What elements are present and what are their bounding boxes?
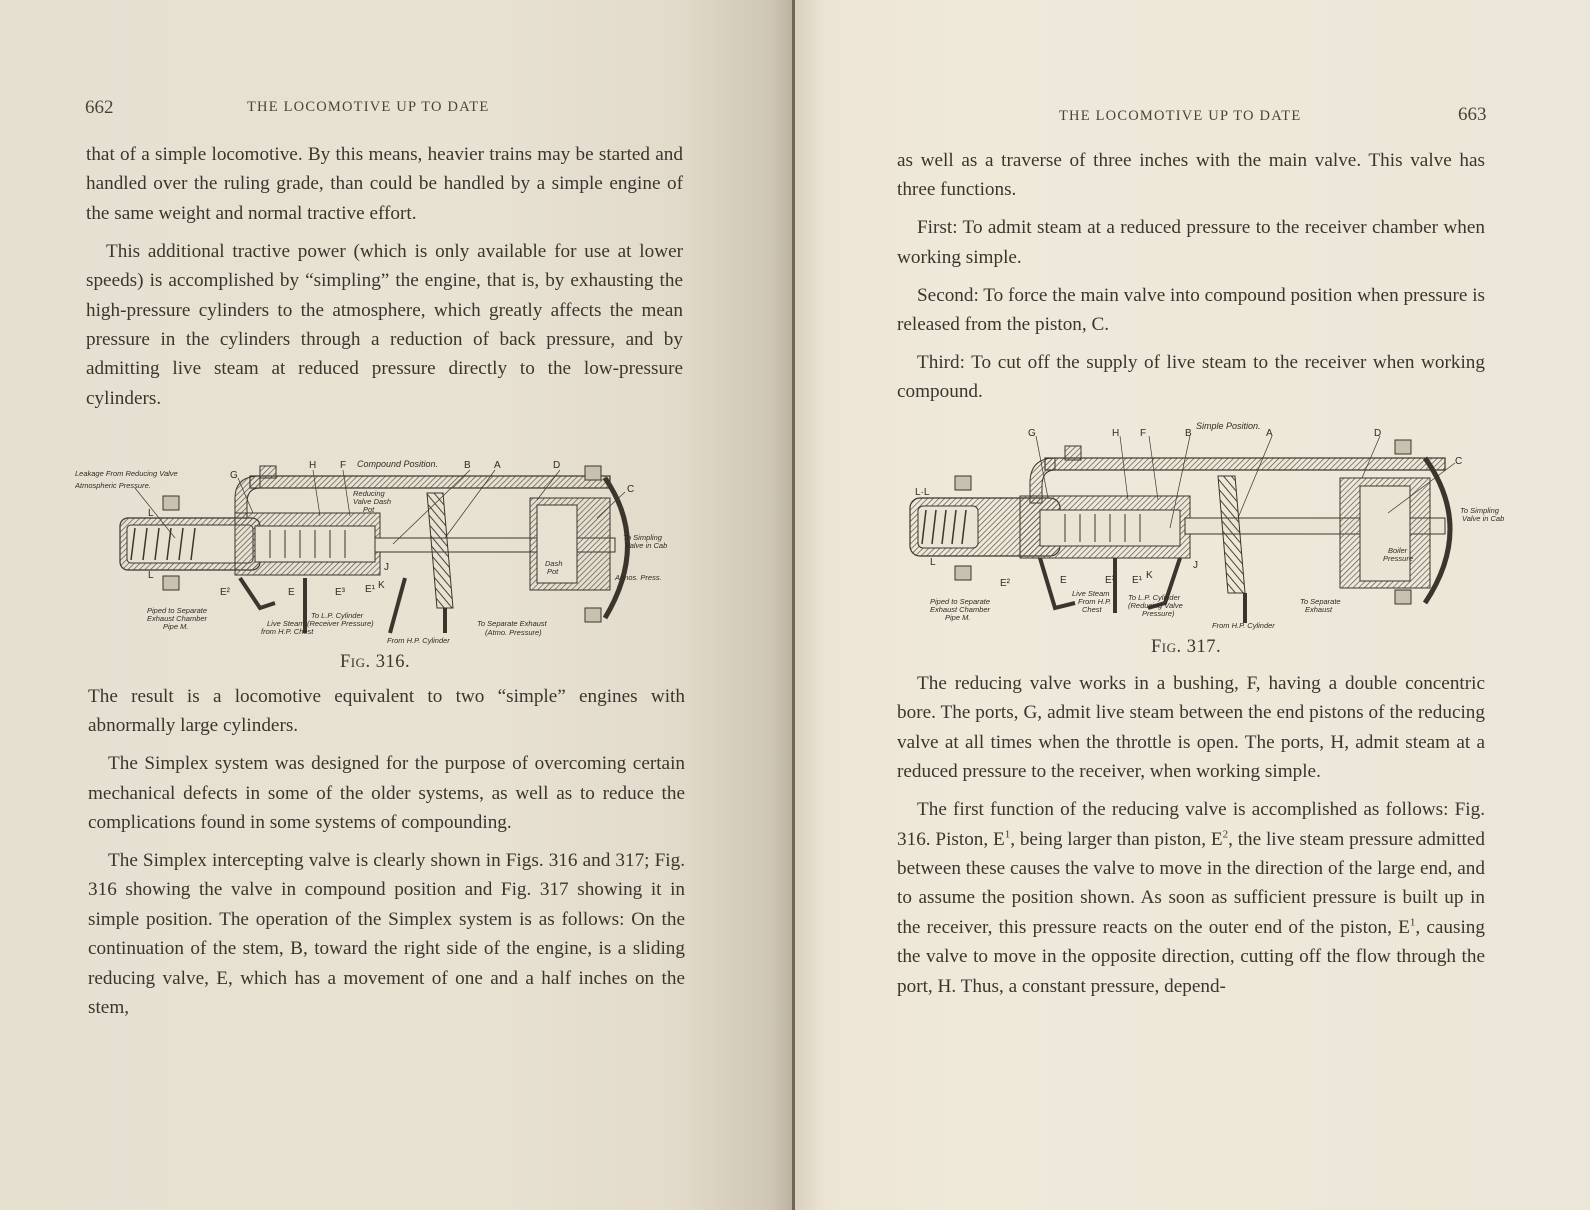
label-J: J: [1193, 560, 1198, 571]
label-boiler-1: Boiler: [1388, 546, 1408, 555]
label-piped-2: Exhaust Chamber: [930, 605, 991, 614]
paragraph: The result is a locomotive equivalent to two “simple” engines with abnormally large cylinders.: [88, 686, 685, 737]
label-live-2: From H.P.: [1078, 597, 1112, 606]
label-D: D: [1374, 428, 1382, 439]
paragraph: This additional tractive power (which is only available for use at lower speeds) is accomplished by “simpling” the engine, that is, by exhausting the high-pressure cylinders to the atmosphere, which greatly affects the mean pressure in the cylinders through a reduction of back pressure, and by admitting live steam at reduced pressure directly to the low-pressure cylinders.: [86, 240, 683, 409]
label-E1: E¹: [1132, 575, 1142, 586]
label-H: H: [309, 460, 317, 471]
label-from-hp: From H.P. Cylinder: [387, 636, 450, 645]
valve-diagram-simple: [900, 418, 1540, 633]
right-text-top: [897, 146, 1485, 415]
paragraph-last: The first function of the reducing valve is accomplished as follows: Fig. 316. Piston, $E^1$, being larger than piston, $E^2$, the live steam pressure admitted between these causes the valve to move in the direction of the large end, and to assume the position shown. As soon as sufficient pressure is built up in the receiver, this pressure reacts on the outer end of the piston, $E^1$, causing the valve to move in the opposite direction, cutting off the flow through the port, H. Thus, a constant pressure, depend-: [897, 799, 1485, 997]
label-B: B: [464, 460, 471, 471]
label-atmos-press: Atmos. Press.: [615, 573, 662, 582]
valve-diagram-compound: [75, 458, 695, 648]
label-tolp-1: To L.P. Cylinder: [1128, 593, 1181, 602]
label-G: G: [230, 470, 238, 481]
left-text-bottom: [88, 682, 685, 1031]
page-number-left: 662: [85, 97, 114, 118]
paragraph: that of a simple locomotive. By this means, heavier trains may be started and handled over the ruling grade, than could be handled by a simple engine of the same weight and normal tractive effort.: [86, 144, 683, 224]
paragraph: The Simplex system was designed for the purpose of overcoming certain mechanical defects in some of the older systems, as well as to reduce the complications found in some systems of compounding.: [88, 753, 685, 834]
label-live-1: Live Steam: [1072, 589, 1110, 598]
label-simpling-2: Valve in Cab: [1462, 514, 1505, 523]
paragraph: Second: To force the main valve into compound position when pressure is released from the piston, C.: [897, 284, 1485, 336]
running-head-right: THE LOCOMOTIVE UP TO DATE: [1059, 108, 1302, 124]
paragraph: Third: To cut off the supply of live steam to the receiver when working compound.: [897, 351, 1485, 403]
figure-title: Compound Position.: [357, 459, 439, 469]
label-reducing-1: Reducing: [353, 489, 385, 498]
label-A: A: [1266, 428, 1273, 439]
figure-316-caption: Fig. 316.: [340, 652, 411, 672]
label-L2: L: [148, 570, 154, 581]
label-LL: L·L: [915, 487, 930, 498]
figure-317: [900, 418, 1540, 633]
label-tolp-3: Pressure): [1142, 609, 1175, 618]
page-number-right: 663: [1458, 104, 1487, 125]
label-F: F: [340, 460, 347, 471]
label-H: H: [1112, 428, 1120, 439]
label-E3: E³: [335, 587, 345, 598]
label-piped-3: Pipe M.: [163, 622, 189, 631]
label-tosep-2: (Atmo. Pressure): [485, 628, 542, 637]
label-E2: E²: [220, 587, 230, 598]
paragraph: First: To admit steam at a reduced pressure to the receiver chamber when working simple.: [897, 217, 1485, 268]
label-simpling-1: To Simpling: [1460, 506, 1499, 515]
running-head-left: THE LOCOMOTIVE UP TO DATE: [247, 99, 490, 115]
label-L: L: [930, 557, 936, 568]
figure-title: Simple Position.: [1196, 421, 1261, 431]
label-simpling-2: Valve in Cab: [625, 541, 668, 550]
label-tolp-2: (Receiver Pressure): [307, 619, 374, 628]
label-A: A: [494, 460, 501, 471]
label-simpling-1: To Simpling: [623, 533, 662, 542]
label-G: G: [1028, 428, 1036, 439]
paragraph: The reducing valve works in a bushing, F, having a double concentric bore. The ports, G, admit live steam between the end pistons of the reducing valve at all times when the throttle is open. The ports, H, admit steam at a reduced pressure to the receiver, when working simple.: [897, 673, 1485, 783]
label-piped-1: Piped to Separate: [147, 606, 208, 615]
label-piped-2: Exhaust Chamber: [147, 614, 208, 623]
label-tosep-1: To Separate: [1300, 597, 1341, 606]
label-E3: E³: [1105, 575, 1115, 586]
label-C: C: [627, 484, 635, 495]
label-piped-3: Pipe M.: [945, 613, 971, 622]
figure-316: [75, 458, 695, 648]
label-E2: E²: [1000, 578, 1010, 589]
label-tolp-2: (Reducing Valve: [1128, 601, 1183, 610]
figure-317-caption: Fig. 317.: [1151, 637, 1222, 657]
label-reducing-3: Pot: [363, 505, 375, 514]
label-dashpot-1: Dash: [545, 559, 563, 568]
label-F: F: [1140, 428, 1147, 439]
label-live-1: Live Steam: [267, 619, 305, 628]
left-text-top: [86, 140, 683, 422]
label-boiler-2: Pressure: [1383, 554, 1414, 563]
label-E: E: [1060, 575, 1067, 586]
label-piped-1: Piped to Separate: [930, 597, 991, 606]
label-L: L: [148, 508, 154, 519]
label-live-3: Chest: [1082, 605, 1102, 614]
label-tosep-1: To Separate Exhaust: [477, 619, 547, 628]
label-B: B: [1185, 428, 1192, 439]
label-reducing-2: Valve Dash: [353, 497, 392, 506]
label-tolp-1: To L.P. Cylinder: [311, 611, 364, 620]
paragraph: The Simplex intercepting valve is clearly shown in Figs. 316 and 317; Fig. 316 showing the valve in compound position and Fig. 317 showing it in simple position. The operation of the Simplex system is as follows: On the continuation of the stem, B, toward the right side of the engine, is a sliding reducing valve, E, which has a movement of one and a half inches on the stem,: [88, 850, 685, 1019]
paragraph: as well as a traverse of three inches with the main valve. This valve has three functions.: [897, 150, 1485, 201]
right-page: [795, 0, 1590, 1210]
right-text-bottom: [897, 669, 1485, 1009]
label-C: C: [1455, 456, 1463, 467]
label-E: E: [288, 587, 295, 598]
label-tosep-2: Exhaust: [1305, 605, 1333, 614]
label-atmos-left: Atmospheric Pressure.: [75, 481, 151, 490]
label-from-hp: From H.P. Cylinder: [1212, 621, 1275, 630]
label-E1: E¹: [365, 584, 375, 595]
label-K: K: [378, 580, 385, 591]
label-leakage: Leakage From Reducing Valve: [75, 469, 178, 478]
label-live-2: from H.P. Chest: [261, 627, 314, 636]
label-K: K: [1146, 570, 1153, 581]
label-D: D: [553, 460, 561, 471]
label-dashpot-2: Pot: [547, 567, 559, 576]
label-J: J: [384, 562, 389, 573]
